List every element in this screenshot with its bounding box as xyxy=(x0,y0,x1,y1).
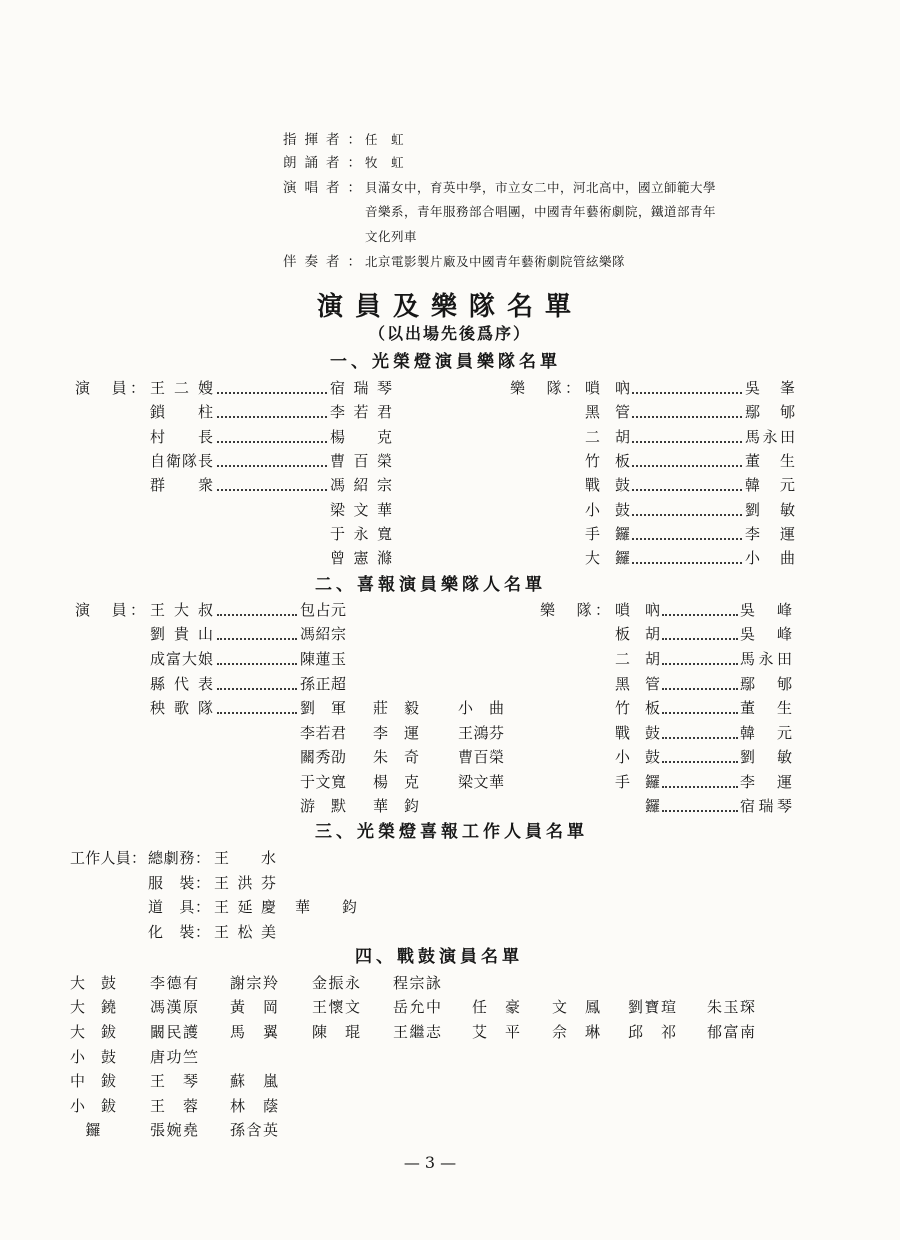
musician-name: 劉 敏 xyxy=(745,501,795,519)
drummer-name: 李德有 xyxy=(150,974,198,992)
drum-instrument: 小 鼓 xyxy=(70,1048,116,1066)
staff-role: 服 裝： xyxy=(148,874,210,892)
credit-value: 貝滿女中，育英中學，市立女二中，河北高中，國立師範大學 xyxy=(365,180,717,195)
musician-name: 李 運 xyxy=(740,773,792,791)
cast-label: 演 員： xyxy=(75,379,145,397)
musician-name: 宿瑞琴 xyxy=(740,797,792,815)
cast-label: 演 員： xyxy=(75,601,145,619)
drummer-name: 劉寶瑄 xyxy=(628,998,676,1016)
instrument-name: 手 鑼 xyxy=(585,525,631,543)
performer-name: 馮紹宗 xyxy=(300,625,346,643)
dotted-leader xyxy=(632,514,742,516)
drummer-name: 陳 琨 xyxy=(312,1023,360,1041)
musician-name: 劉 敏 xyxy=(740,748,792,766)
dotted-leader xyxy=(217,712,297,714)
drummer-name: 唐功竺 xyxy=(150,1048,198,1066)
dotted-leader xyxy=(217,663,297,665)
credit-value: 文化列車 xyxy=(365,229,418,244)
performer-name: 于永寬 xyxy=(330,525,392,543)
drummer-name: 岳允中 xyxy=(393,998,441,1016)
role-name: 秧歌隊 xyxy=(150,699,213,717)
drummer-name: 謝宗羚 xyxy=(230,974,278,992)
dotted-leader xyxy=(217,465,327,467)
role-name: 成富大娘 xyxy=(150,650,213,668)
dotted-leader xyxy=(662,712,738,714)
credit-label: 指揮者： xyxy=(283,132,361,148)
band-label: 樂 隊： xyxy=(540,601,610,619)
instrument-name: 手 鑼 xyxy=(615,773,661,791)
dotted-leader xyxy=(217,688,297,690)
role-name: 王大叔 xyxy=(150,601,213,619)
musician-name: 鄢 郇 xyxy=(745,403,795,421)
performer-name: 李若君 xyxy=(330,403,392,421)
drummer-name: 艾 平 xyxy=(472,1023,520,1041)
performer-name: 宿瑞琴 xyxy=(330,379,392,397)
dotted-leader xyxy=(632,538,742,540)
drummer-name: 佘 琳 xyxy=(552,1023,600,1041)
credit-label: 伴奏者： xyxy=(283,254,361,270)
section-heading-3: 三、光榮燈喜報工作人員名單 xyxy=(315,822,588,842)
page-title: 演員及樂隊名單 xyxy=(316,292,583,322)
drummer-name: 王 琴 xyxy=(150,1072,198,1090)
drummer-name: 林 蔭 xyxy=(230,1097,278,1115)
instrument-name: 黑 管 xyxy=(615,675,661,693)
staff-role: 化 裝： xyxy=(148,923,210,941)
instrument-name: 鑼 xyxy=(644,797,660,815)
instrument-name: 竹 板 xyxy=(585,452,631,470)
drum-instrument: 中 鈸 xyxy=(70,1072,116,1090)
role-name: 鎖 柱 xyxy=(150,403,213,421)
instrument-name: 嗩 吶 xyxy=(615,601,661,619)
drummer-name: 王繼志 xyxy=(393,1023,441,1041)
musician-name: 韓 元 xyxy=(745,476,795,494)
performer-name: 小 曲 xyxy=(458,699,504,717)
performer-name: 王鴻芬 xyxy=(458,724,504,742)
instrument-name: 戰 鼓 xyxy=(615,724,661,742)
drum-instrument: 大 鈸 xyxy=(70,1023,116,1041)
performer-name: 包占元 xyxy=(300,601,346,619)
staff-name: 王延慶 xyxy=(214,898,276,916)
musician-name: 韓 元 xyxy=(740,724,792,742)
dotted-leader xyxy=(632,416,742,418)
musician-name: 董 生 xyxy=(745,452,795,470)
instrument-name: 小 鼓 xyxy=(585,501,631,519)
dotted-leader xyxy=(662,737,738,739)
drummer-name: 蘇 嵐 xyxy=(230,1072,278,1090)
drummer-name: 馮漢原 xyxy=(150,998,198,1016)
drummer-name: 邱 祁 xyxy=(628,1023,676,1041)
performer-name: 關秀劭 xyxy=(300,748,346,766)
instrument-name: 大 鑼 xyxy=(585,549,631,567)
dotted-leader xyxy=(662,810,738,812)
dotted-leader xyxy=(662,688,738,690)
musician-name: 鄢 郇 xyxy=(740,675,792,693)
role-name: 劉貴山 xyxy=(150,625,213,643)
drummer-name: 張婉堯 xyxy=(150,1121,198,1139)
performer-name: 莊 毅 xyxy=(373,699,419,717)
dotted-leader xyxy=(632,562,742,564)
performer-name: 馮紹宗 xyxy=(330,476,392,494)
page-number: — 3 — xyxy=(403,1153,457,1172)
drum-instrument: 小 鈸 xyxy=(70,1097,116,1115)
section-heading-1: 一、光榮燈演員樂隊名單 xyxy=(330,352,561,372)
section-heading-2: 二、喜報演員樂隊人名單 xyxy=(315,575,546,595)
instrument-name: 戰 鼓 xyxy=(585,476,631,494)
dotted-leader xyxy=(632,489,742,491)
dotted-leader xyxy=(662,786,738,788)
performer-name: 于文寬 xyxy=(300,773,346,791)
drummer-name: 黃 岡 xyxy=(230,998,278,1016)
instrument-name: 二 胡 xyxy=(615,650,661,668)
dotted-leader xyxy=(632,392,742,394)
drummer-name: 馬 翼 xyxy=(230,1023,278,1041)
dotted-leader xyxy=(662,761,738,763)
performer-name: 劉 軍 xyxy=(300,699,346,717)
instrument-name: 竹 板 xyxy=(615,699,661,717)
musician-name: 吳 峰 xyxy=(740,625,792,643)
performer-name: 楊 克 xyxy=(330,428,392,446)
credit-value: 北京電影製片廠及中國青年藝術劇院管絃樂隊 xyxy=(365,254,626,269)
instrument-name: 嗩 吶 xyxy=(585,379,631,397)
instrument-name: 黑 管 xyxy=(585,403,631,421)
staff-label: 工作人員： xyxy=(70,849,146,867)
instrument-name: 板 胡 xyxy=(615,625,661,643)
musician-name: 小 曲 xyxy=(745,549,795,567)
performer-name: 孫正超 xyxy=(300,675,346,693)
musician-name: 李 運 xyxy=(745,525,795,543)
dotted-leader xyxy=(632,441,742,443)
performer-name: 陳蓮玉 xyxy=(300,650,346,668)
staff-role: 道 具： xyxy=(148,898,210,916)
musician-name: 吳 峯 xyxy=(745,379,795,397)
performer-name: 李 運 xyxy=(373,724,419,742)
performer-name: 梁文華 xyxy=(330,501,392,519)
dotted-leader xyxy=(217,441,327,443)
drum-instrument: 大 鐃 xyxy=(70,998,116,1016)
drummer-name: 朱玉琛 xyxy=(707,998,755,1016)
dotted-leader xyxy=(632,465,742,467)
musician-name: 馬永田 xyxy=(745,428,795,446)
performer-name: 游 默 xyxy=(300,797,346,815)
dotted-leader xyxy=(217,416,327,418)
performer-name: 李若君 xyxy=(300,724,346,742)
performer-name: 華 鈞 xyxy=(373,797,419,815)
performer-name: 曾憲滌 xyxy=(330,549,392,567)
drummer-name: 孫含英 xyxy=(230,1121,278,1139)
performer-name: 楊 克 xyxy=(373,773,419,791)
credit-value: 任 虹 xyxy=(365,132,405,147)
page-subtitle: （以出場先後爲序） xyxy=(368,324,531,343)
dotted-leader xyxy=(217,489,327,491)
dotted-leader xyxy=(217,614,297,616)
drummer-name: 文 鳳 xyxy=(552,998,600,1016)
performer-name: 朱 奇 xyxy=(373,748,419,766)
band-label: 樂 隊： xyxy=(510,379,580,397)
performer-name: 曹百榮 xyxy=(330,452,392,470)
instrument-name: 小 鼓 xyxy=(615,748,661,766)
dotted-leader xyxy=(217,392,327,394)
staff-name: 華 鈞 xyxy=(295,898,357,916)
drummer-name: 王懷文 xyxy=(312,998,360,1016)
section-heading-4: 四、戰鼓演員名單 xyxy=(355,947,523,967)
staff-name: 王洪芬 xyxy=(214,874,276,892)
credit-value: 牧 虹 xyxy=(365,155,405,170)
drummer-name: 郁富南 xyxy=(707,1023,755,1041)
performer-name: 梁文華 xyxy=(458,773,504,791)
role-name: 縣代表 xyxy=(150,675,213,693)
musician-name: 馬永田 xyxy=(740,650,792,668)
drummer-name: 金振永 xyxy=(312,974,360,992)
dotted-leader xyxy=(662,663,738,665)
staff-name: 王 水 xyxy=(214,849,276,867)
role-name: 自衛隊長 xyxy=(150,452,213,470)
credit-label: 朗誦者： xyxy=(283,155,361,171)
dotted-leader xyxy=(662,614,738,616)
musician-name: 董 生 xyxy=(740,699,792,717)
performer-name: 曹百榮 xyxy=(458,748,504,766)
musician-name: 吳 峰 xyxy=(740,601,792,619)
drum-instrument: 大 鼓 xyxy=(70,974,116,992)
drummer-name: 闞民護 xyxy=(150,1023,198,1041)
drummer-name: 王 蓉 xyxy=(150,1097,198,1115)
role-name: 村 長 xyxy=(150,428,213,446)
drum-instrument: 鑼 xyxy=(85,1121,101,1139)
role-name: 王二嫂 xyxy=(150,379,213,397)
dotted-leader xyxy=(662,638,738,640)
staff-role: 總劇務： xyxy=(148,849,210,867)
role-name: 群 衆 xyxy=(150,476,213,494)
staff-name: 王松美 xyxy=(214,923,276,941)
credit-value: 音樂系，青年服務部合唱團，中國青年藝術劇院，鐵道部青年 xyxy=(365,204,717,219)
instrument-name: 二 胡 xyxy=(585,428,631,446)
drummer-name: 任 豪 xyxy=(472,998,520,1016)
credit-label: 演唱者： xyxy=(283,180,361,196)
drummer-name: 程宗詠 xyxy=(393,974,441,992)
dotted-leader xyxy=(217,638,297,640)
